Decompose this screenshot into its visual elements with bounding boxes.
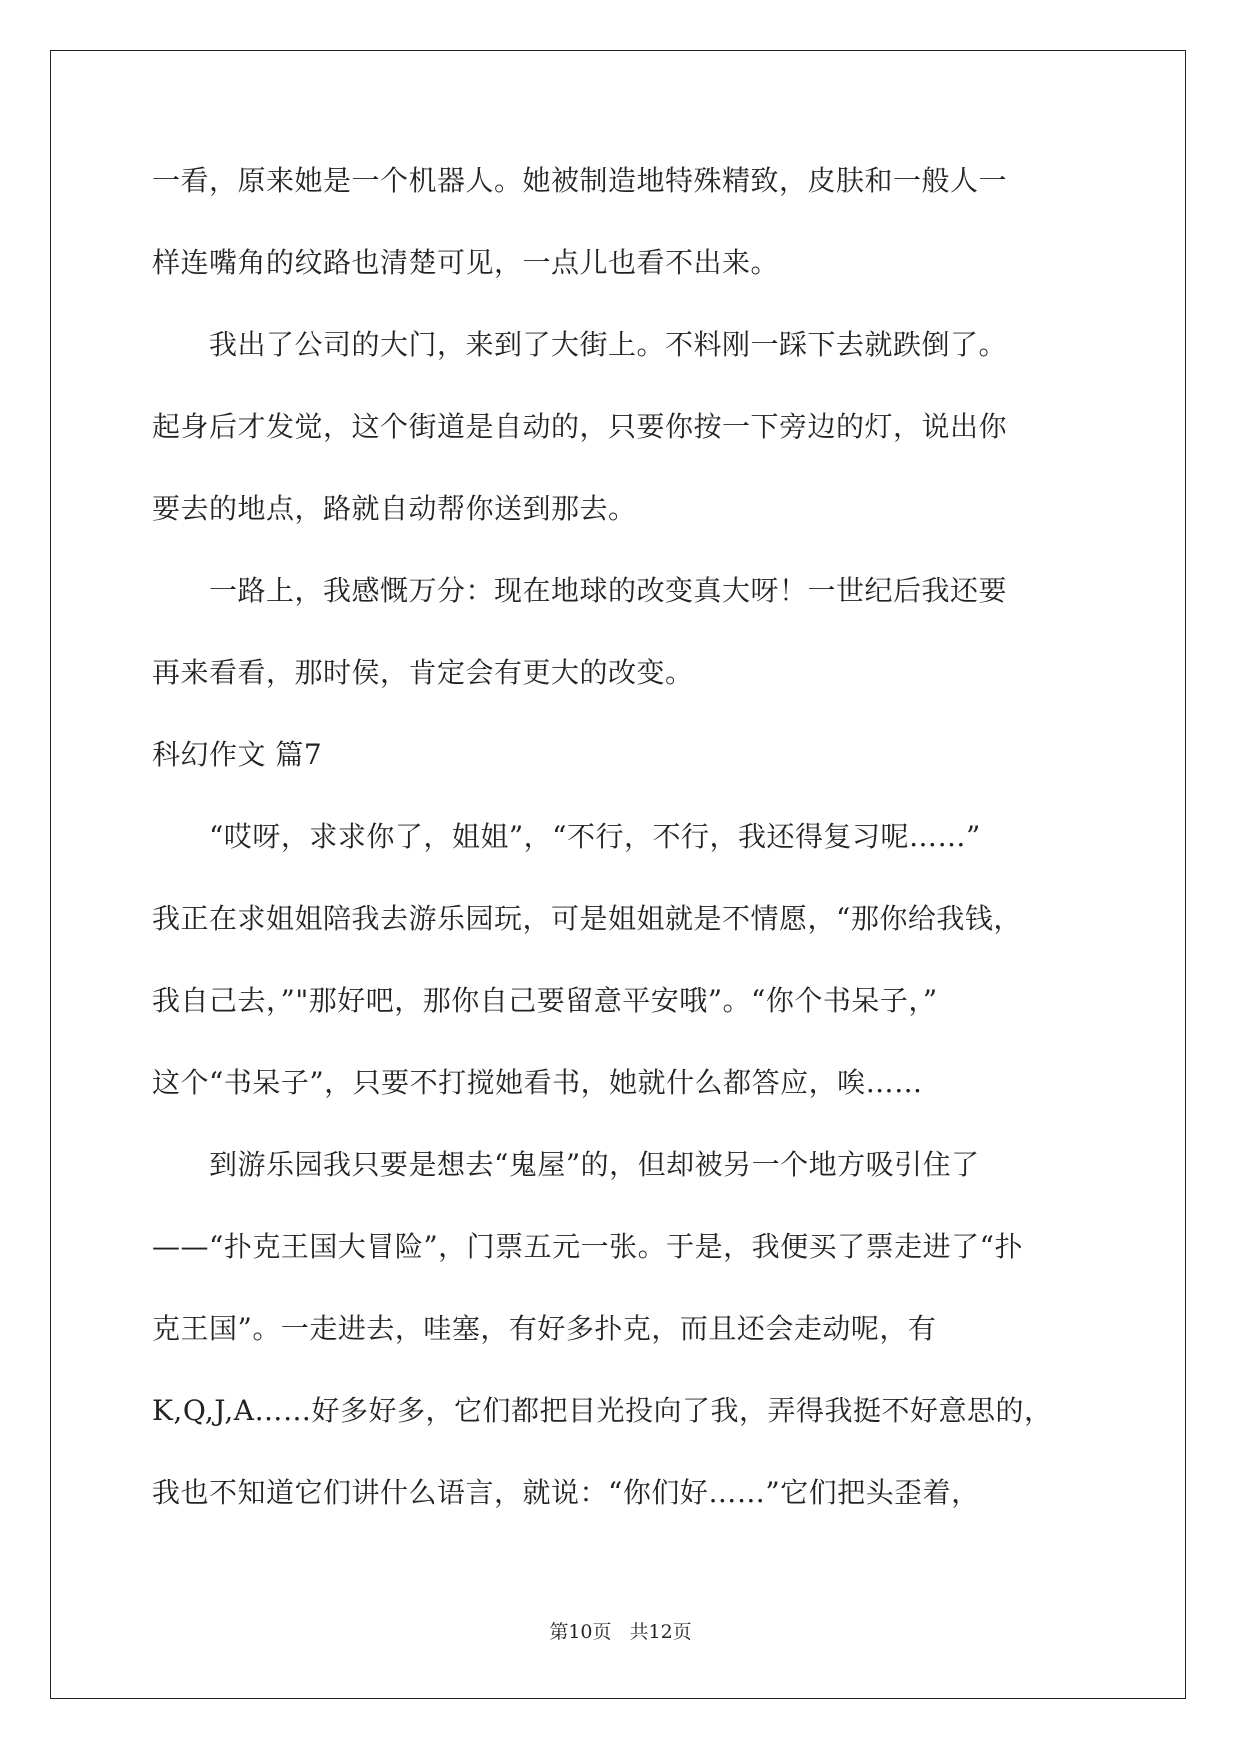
text-line: 一路上，我感慨万分：现在地球的改变真大呀！一世纪后我还要	[152, 574, 1008, 607]
text-line: 克王国”。一走进去，哇塞，有好多扑克，而且还会走动呢，有	[152, 1312, 937, 1345]
page-footer	[0, 1617, 1241, 1644]
text-line: ——“扑克王国大冒险”，门票五元一张。于是，我便买了票走进了“扑	[152, 1230, 1023, 1263]
text-line: 我正在求姐姐陪我去游乐园玩，可是姐姐就是不情愿，“那你给我钱，	[152, 902, 1022, 935]
section-heading: 科幻作文 篇7	[152, 738, 323, 771]
text-line: “哎呀，求求你了，姐姐”，“不行，不行，我还得复习呢……”	[152, 820, 981, 853]
document-body	[152, 150, 1092, 1544]
text-line: 一看，原来她是一个机器人。她被制造地特殊精致，皮肤和一般人一	[152, 164, 1008, 197]
text-line: 样连嘴角的纹路也清楚可见，一点儿也看不出来。	[152, 246, 780, 279]
text-line: 起身后才发觉，这个街道是自动的，只要你按一下旁边的灯，说出你	[152, 410, 1008, 443]
text-line: 再来看看，那时侯，肯定会有更大的改变。	[152, 656, 694, 689]
text-line: 要去的地点，路就自动帮你送到那去。	[152, 492, 637, 525]
text-line: 我自己去，”"那好吧，那你自己要留意平安哦”。“你个书呆子，”	[152, 984, 938, 1017]
page-total: 共12页	[629, 1621, 692, 1643]
text-line: K,Q,J,A……好多好多，它们都把目光投向了我，弄得我挺不好意思的，	[152, 1394, 1053, 1427]
text-line: 这个“书呆子”，只要不打搅她看书，她就什么都答应，唉……	[152, 1066, 923, 1099]
text-line: 我也不知道它们讲什么语言，就说：“你们好……”它们把头歪着，	[152, 1476, 980, 1509]
text-line: 我出了公司的大门，来到了大街上。不料刚一踩下去就跌倒了。	[152, 328, 1008, 361]
text-line: 到游乐园我只要是想去“鬼屋”的，但却被另一个地方吸引住了	[152, 1148, 980, 1181]
page-number: 第10页	[549, 1621, 612, 1643]
